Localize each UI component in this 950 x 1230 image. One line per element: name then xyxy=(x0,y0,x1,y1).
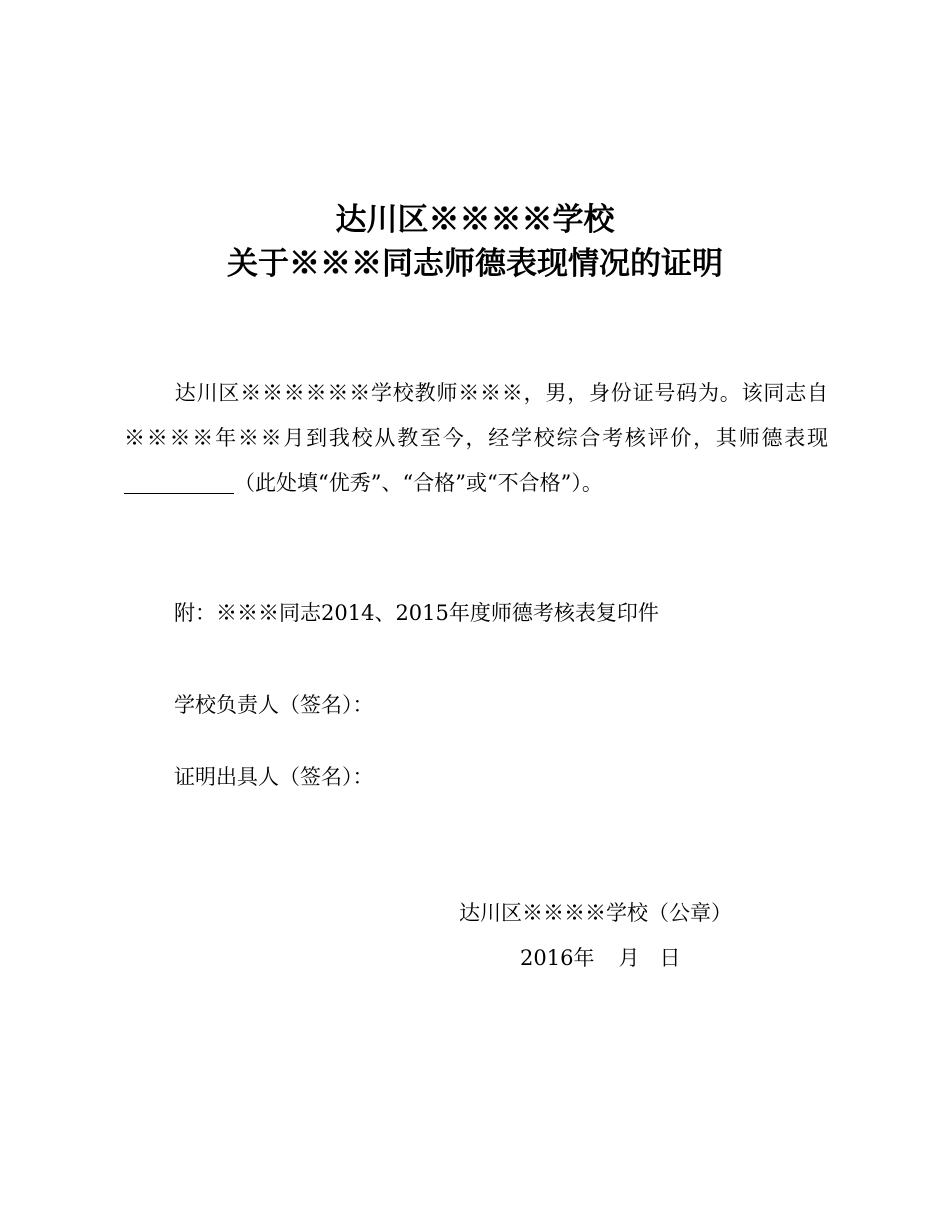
date-year: 2016年 xyxy=(520,946,595,970)
official-seal-line: 达川区※※※※学校（公章） xyxy=(459,901,732,925)
attachment-note: 附：※※※同志2014、2015年度师德考核表复印件 xyxy=(174,601,659,625)
issue-date xyxy=(520,943,680,973)
body-text-part2: （此处填“优秀”、“合格”或“不合格”）。 xyxy=(234,471,603,495)
title-certificate: 关于※※※同志师德表现情况的证明 xyxy=(227,246,723,282)
evaluation-blank xyxy=(124,465,234,494)
issuer-signature-label: 证明出具人（签名）： xyxy=(174,765,374,789)
body-text-part1: 达川区※※※※※※学校教师※※※，男，身份证号码为。该同志自※※※※年※※月到我校从教至今，经学校综合考核评价，其师德表现 xyxy=(124,381,828,450)
date-month: 月 xyxy=(618,946,640,970)
date-day: 日 xyxy=(659,946,681,970)
title-school: 达川区※※※※学校 xyxy=(335,202,615,238)
body-paragraph xyxy=(124,371,828,506)
school-head-signature-label: 学校负责人（签名）： xyxy=(174,693,374,717)
